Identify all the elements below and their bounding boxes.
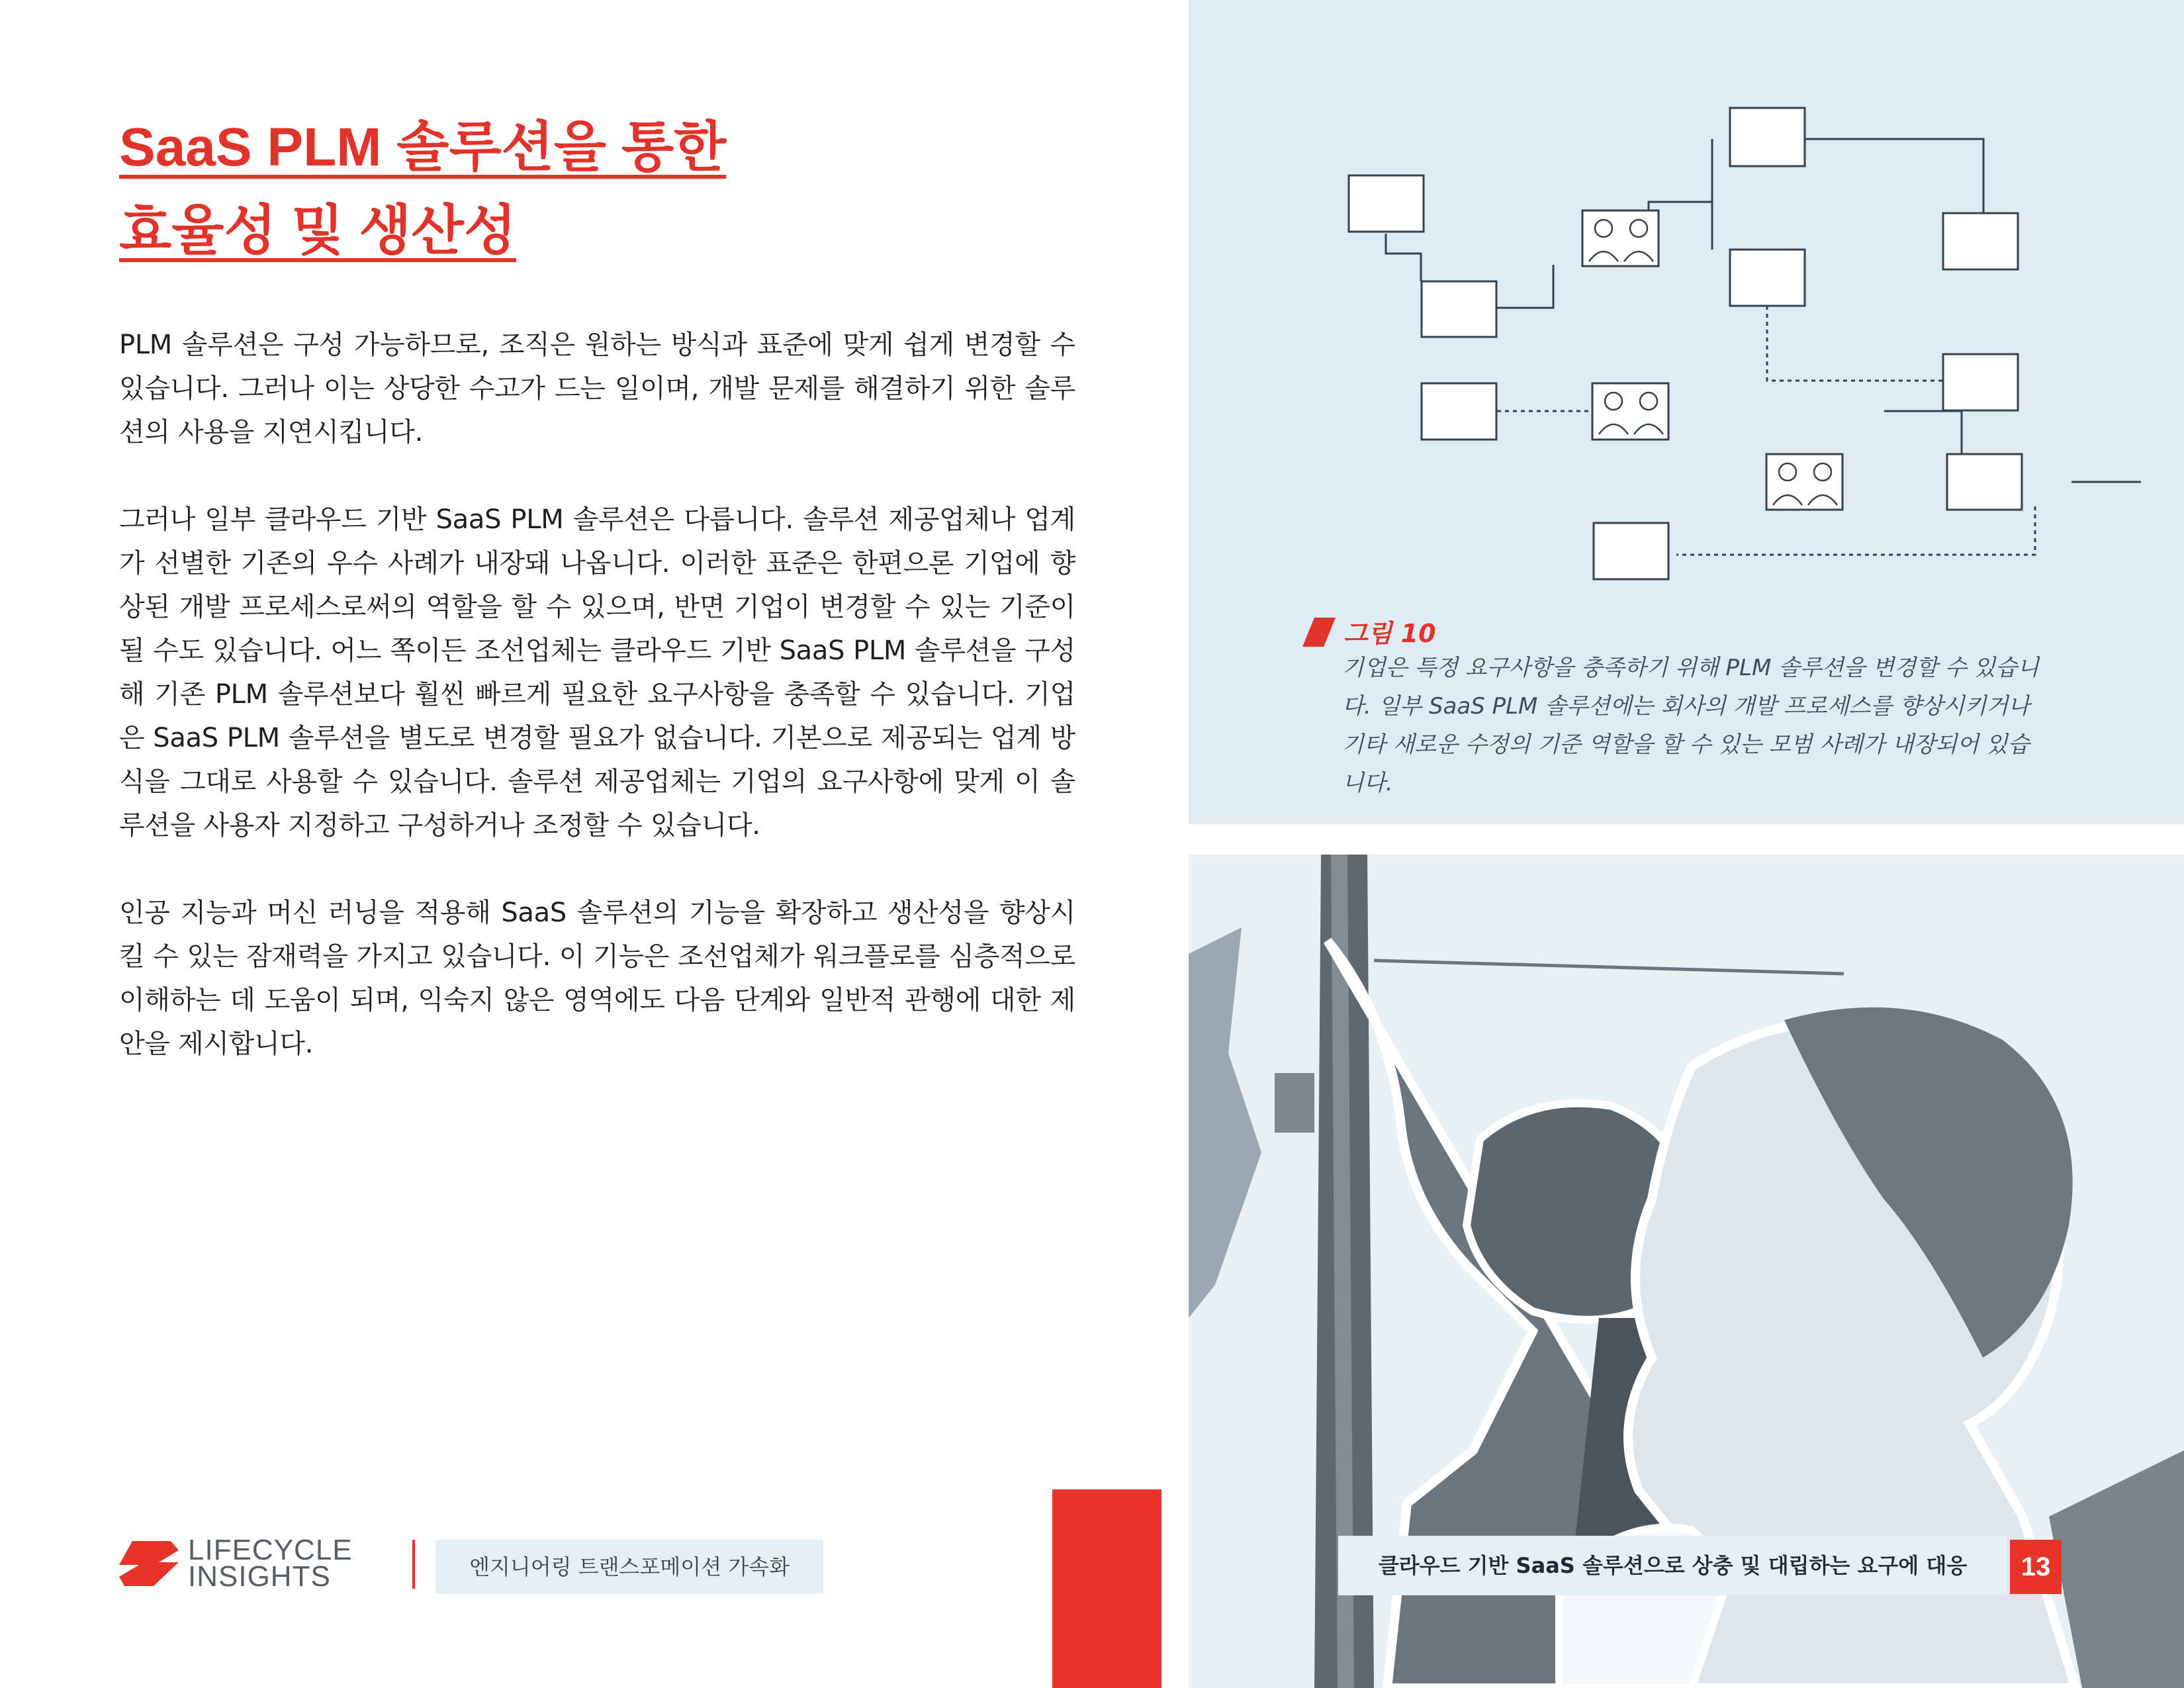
logo-mark-icon — [119, 1541, 179, 1586]
paragraph-2: 그러나 일부 클라우드 기반 SaaS PLM 솔루션은 다릅니다. 솔루션 제공업체나 업계가 선별한 기존의 우수 사례가 내장돼 나옵니다. 이러한 표준은 한편으론 기업에 향상된 개발 프로세스로써의 역할을 할 수 있으며, 반면 기업이 변경할 수 있는 기준이 될 수도 있습니다. 어느 쪽이든 조선업체는 클라우드 기반 SaaS PLM 솔루션을 구성해 기존 PLM 솔루션보다 훨씬 빠르게 필요한 요구사항을 충족할 수 있습니다. 기업은 SaaS PLM 솔루션을 별도로 변경할 필요가 없습니다. 기본으로 제공되는 업계 방식을 그대로 사용할 수 있습니다. 솔루션 제공업체는 기업의 요구사항에 맞게 이 솔루션을 사용자 지정하고 구성하거나 조정할 수 있습니다. — [119, 504, 1075, 841]
title-line-2: 효율성 및 생산성 — [119, 201, 517, 261]
footer-left-tag: 엔지니어링 트랜스포메이션 가속화 — [435, 1540, 823, 1594]
page-title — [119, 106, 781, 273]
lifecycle-insights-logo — [119, 1536, 404, 1589]
connector-line — [1805, 139, 1983, 213]
logo-line-2: INSIGHTS — [188, 1560, 331, 1589]
center-red-block — [1052, 1489, 1161, 1688]
dashed-connector — [1767, 306, 1943, 381]
figure-caption: 기업은 특정 요구사항을 충족하기 위해 PLM 솔루션을 변경할 수 있습니다. 일부 SaaS PLM 솔루션에는 회사의 개발 프로세스를 향상시키거나 기타 새로운 수정의 기준 역할을 할 수 있는 모범 사례가 내장되어 있습니다. — [1342, 655, 2039, 796]
people-icon — [1592, 383, 1668, 440]
diagram-box — [1943, 213, 2018, 269]
logo-line-1: LIFECYCLE — [188, 1536, 353, 1566]
title-line-1: SaaS PLM 솔루션을 통한 — [119, 117, 727, 177]
diagram-box — [1730, 250, 1805, 306]
page-number: 13 — [2010, 1540, 2062, 1594]
diagram-box — [1947, 454, 2022, 510]
paragraph-3: 인공 지능과 머신 러닝을 적용해 SaaS 솔루션의 기능을 확장하고 생산성을 향상시킬 수 있는 잠재력을 가지고 있습니다. 이 기능은 조선업체가 워크플로를 심층적으로 이해하는 데 도움이 되며, 익숙지 않은 영역에도 다음 단계와 일반적 관행에 대한 제안을 제시합니다. — [119, 898, 1075, 1059]
diagram-box — [1730, 108, 1805, 166]
footer-right-tag: 클라우드 기반 SaaS 솔루션으로 상충 및 대립하는 요구에 대응 — [1338, 1536, 2007, 1595]
paragraph-1: PLM 솔루션은 구성 가능하므로, 조직은 원하는 방식과 표준에 맞게 쉽게 변경할 수 있습니다. 그러나 이는 상당한 수고가 드는 일이며, 개발 문제를 해결하기 위한 솔루션의 사용을 지연시킵니다. — [119, 330, 1075, 447]
people-icon — [1766, 454, 1843, 510]
diagram-box — [1422, 281, 1496, 337]
people-icon — [1582, 211, 1659, 266]
figure-label: 그림 10 — [1343, 619, 1436, 648]
body-text — [119, 323, 1075, 1109]
dashed-connector — [1676, 506, 2035, 555]
connector-line — [1494, 265, 1553, 308]
diagram-box — [1349, 175, 1424, 232]
footer-divider — [412, 1540, 415, 1589]
caption-slash-icon — [1302, 618, 1336, 647]
diagram-box — [1422, 383, 1496, 440]
connector-line — [1386, 234, 1421, 281]
diagram-box — [1943, 354, 2018, 410]
diagram-box — [1594, 523, 1668, 579]
